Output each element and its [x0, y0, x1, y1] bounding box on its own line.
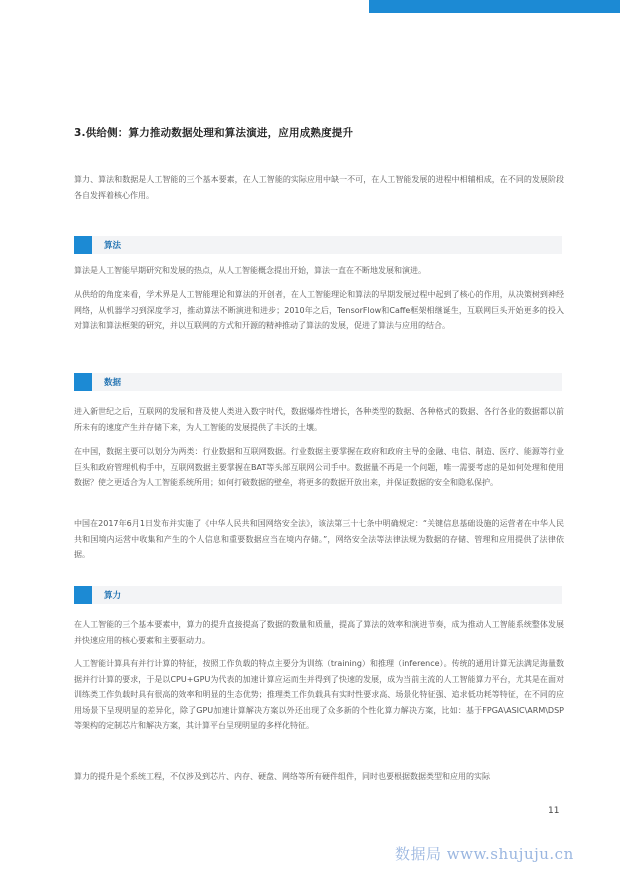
subsection-title-data: 数据: [104, 378, 122, 388]
top-accent-bar: [369, 0, 620, 13]
intro-paragraph: 算力、算法和数据是人工智能的三个基本要素，在人工智能的实际应用中缺一不可，在人工智能发展的进程中相辅相成，在不同的发展阶段各自发挥着核心作用。: [74, 175, 564, 200]
compute-paragraph-2: 人工智能计算具有并行计算的特征，按照工作负载的特点主要分为训练（training）和推理（inference）。传统的通用计算无法满足海量数据并行计算的要求，于是以CPU+GPU为代表的加速计算应运而生并得到了快速的发展，成为当前主流的人工智能算力平台，尤其是在面对训练类工作负载时具有很高的效率和明显的生态优势；推理类工作负载具有实时性要求高、场景化特征强、追求低功耗等特征，在不同的应用场景下呈现明显的差异化，除了GPU加速计算解决方案以外还出现了众多新的个性化算力解决方案，比如：基于FPGA\ASIC\ARM\DSP等架构的定制芯片和解决方案，其计算平台呈现明显的多样化特征。: [74, 659, 564, 731]
subsection-header-compute: [74, 586, 562, 604]
subsection-title-compute: 算力: [104, 591, 122, 601]
section-marker-icon: [74, 586, 92, 604]
subsection-header-data: [74, 373, 562, 391]
section-marker-icon: [74, 236, 92, 254]
section-heading: 3.供给侧：算力推动数据处理和算法演进，应用成熟度提升: [74, 127, 354, 139]
subsection-header-algorithm: [74, 236, 562, 254]
compute-paragraph-1: 在人工智能的三个基本要素中，算力的提升直接提高了数据的数量和质量，提高了算法的效率和演进节奏，成为推动人工智能系统整体发展并快速应用的核心要素和主要驱动力。: [74, 620, 564, 645]
watermark-text: 数据局 www.shujuju.cn: [395, 845, 574, 863]
subsection-title-algorithm: 算法: [104, 241, 122, 251]
data-paragraph-2: 在中国，数据主要可以划分为两类：行业数据和互联网数据。行业数据主要掌握在政府和政府主导的金融、电信、制造、医疗、能源等行业巨头和政府管理机构手中，互联网数据主要掌握在BAT等头部互联网公司手中。数据量不再是一个问题，唯一需要考虑的是如何处理和使用数据？使之更适合为人工智能系统所用；如何打破数据的壁垒，将更多的数据开放出来，并保证数据的安全和隐私保护。: [74, 447, 564, 488]
data-paragraph-1: 进入新世纪之后，互联网的发展和普及使人类进入数字时代，数据爆炸性增长，各种类型的数据、各种格式的数据、各行各业的数据都以前所未有的速度产生并存储下来，为人工智能的发展提供了丰沃的土壤。: [74, 407, 564, 432]
algorithm-paragraph-2: 从供给的角度来看，学术界是人工智能理论和算法的开创者，在人工智能理论和算法的早期发展过程中起到了核心的作用，从决策树到神经网络，从机器学习到深度学习，推动算法不断演进和进步；2010年之后，TensorFlow和Caffe框架相继诞生，互联网巨头开始更多的投入对算法和算法框架的研究，并以互联网的方式和开源的精神推动了算法的发展，促进了算法与应用的结合。: [74, 290, 564, 331]
page-number: 11: [548, 806, 560, 816]
section-marker-icon: [74, 373, 92, 391]
data-paragraph-3: 中国在2017年6月1日发布并实施了《中华人民共和国网络安全法》，该法第三十七条中明确规定：“关键信息基础设施的运营者在中华人民共和国境内运营中收集和产生的个人信息和重要数据应当在境内存储。”，网络安全法等法律法规为数据的存储、管理和应用提供了法律依据。: [74, 519, 564, 560]
algorithm-paragraph-1: 算法是人工智能早期研究和发展的热点，从人工智能概念提出开始，算法一直在不断地发展和演进。: [74, 266, 426, 275]
compute-paragraph-3: 算力的提升是个系统工程，不仅涉及到芯片、内存、硬盘、网络等所有硬件组件，同时也要根据数据类型和应用的实际: [74, 772, 490, 781]
